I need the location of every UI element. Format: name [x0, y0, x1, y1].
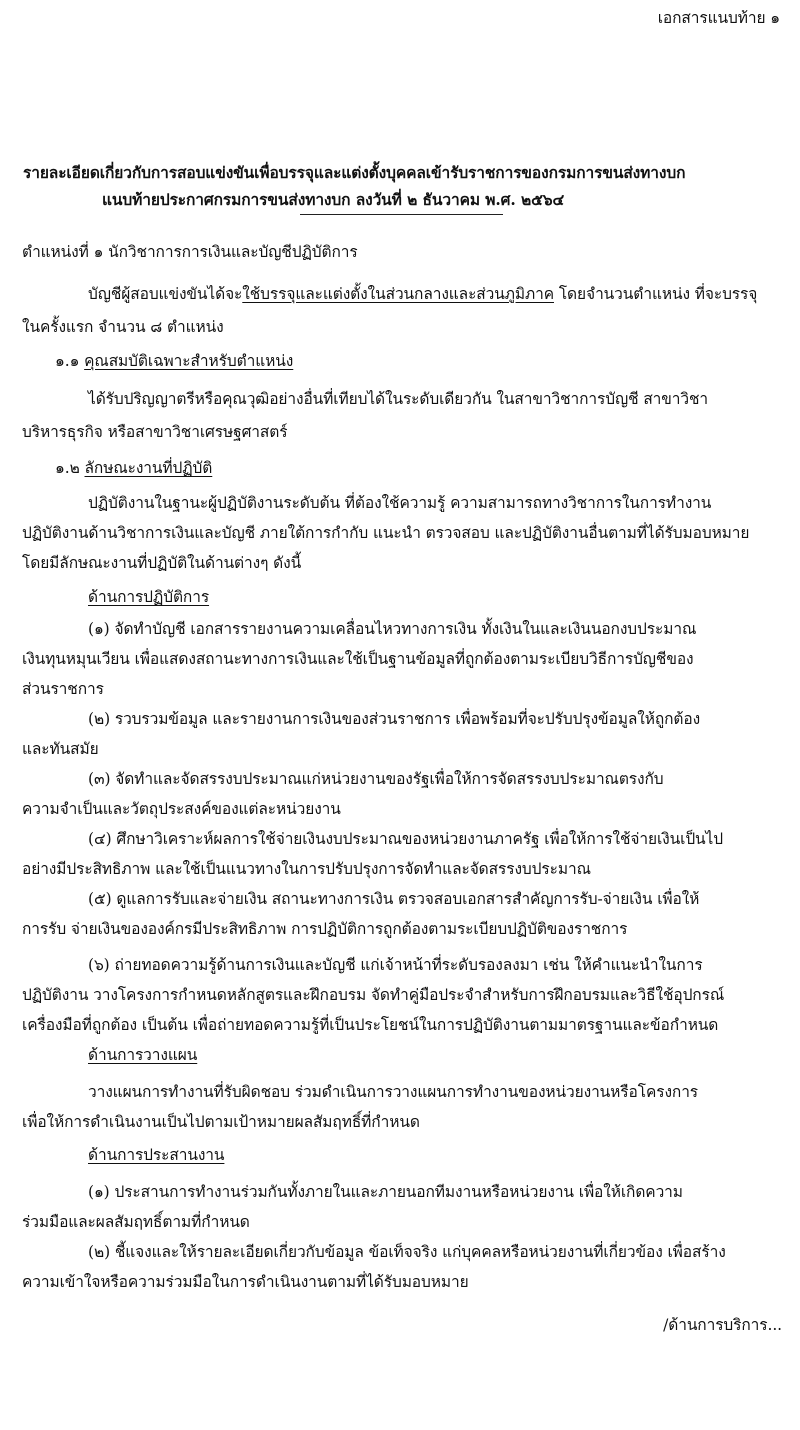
operations-item-4-line-1: (๔) ศึกษาวิเคราะห์ผลการใช้จ่ายเงินงบประมาณของหน่วยงานภาครัฐ เพื่อให้การใช้จ่ายเงินเป็นไป — [88, 830, 723, 848]
operations-item-6-line-2: ปฏิบัติงาน วางโครงการกำหนดหลักสูตรและฝึกอบรม จัดทำคู่มือประจำสำหรับการฝึกอบรมและวิธีใช้อุปกรณ์ — [22, 986, 725, 1004]
coordination-item-2-line-1: (๒) ชี้แจงและให้รายละเอียดเกี่ยวกับข้อมูล ข้อเท็จจริง แก่บุคคลหรือหน่วยงานที่เกี่ยวข้อง เพื่อสร้าง — [88, 1243, 726, 1261]
operations-item-5-line-2: การรับ จ่ายเงินขององค์กรมีประสิทธิภาพ การปฏิบัติการถูกต้องตามระเบียบปฏิบัติของราชการ — [22, 920, 628, 938]
section-1-1-line-1: ได้รับปริญญาตรีหรือคุณวุฒิอย่างอื่นที่เทียบได้ในระดับเดียวกัน ในสาขาวิชาการบัญชี สาขาวิชา — [88, 390, 709, 408]
section-1-2-title: ลักษณะงานที่ปฏิบัติ — [84, 459, 213, 477]
operations-item-1-line-2: เงินทุนหมุนเวียน เพื่อแสดงสถานะทางการเงินและใช้เป็นฐานข้อมูลที่ถูกต้องตามระเบียบวิธีการบัญชีของ — [22, 650, 694, 668]
coordination-item-1-line-2: ร่วมมือและผลสัมฤทธิ์ตามที่กำหนด — [22, 1213, 250, 1231]
section-1-2-line-1: ปฏิบัติงานในฐานะผู้ปฏิบัติงานระดับต้น ที่ต้องใช้ความรู้ ความสามารถทางวิชาการในการทำงาน — [88, 494, 712, 512]
position-heading: ตำแหน่งที่ ๑ นักวิชาการการเงินและบัญชีปฏิบัติการ — [22, 243, 358, 261]
operations-item-1-line-1: (๑) จัดทำบัญชี เอกสารรายงานความเคลื่อนไหวทางการเงิน ทั้งเงินในและเงินนอกงบประมาณ — [88, 620, 697, 638]
section-1-2-line-3: โดยมีลักษณะงานที่ปฏิบัติในด้านต่างๆ ดังนี้ — [22, 554, 302, 572]
section-1-1-heading — [55, 350, 293, 372]
operations-item-1-line-3: ส่วนราชการ — [22, 680, 104, 698]
operations-item-4-line-2: อย่างมีประสิทธิภาพ และใช้เป็นแนวทางในการปรับปรุงการจัดทำและจัดสรรงบประมาณ — [22, 860, 591, 878]
operations-item-3-line-1: (๓) จัดทำและจัดสรรงบประมาณแก่หน่วยงานของรัฐเพื่อให้การจัดสรรงบประมาณตรงกับ — [88, 770, 664, 788]
intro-underlined-text: ใช้บรรจุและแต่งตั้งในส่วนกลางและส่วนภูมิภาค — [242, 285, 554, 303]
planning-heading: ด้านการวางแผน — [88, 1046, 198, 1064]
document-title-line-1: รายละเอียดเกี่ยวกับการสอบแข่งขันเพื่อบรรจุและแต่งตั้งบุคคลเข้ารับราชการของกรมการขนส่งทางบก — [23, 163, 686, 182]
intro-line-2: ในครั้งแรก จำนวน ๘ ตำแหน่ง — [22, 318, 224, 336]
coordination-item-1-line-1: (๑) ประสานการทำงานร่วมกันทั้งภายในและภายนอกทีมงานหรือหน่วยงาน เพื่อให้เกิดความ — [88, 1183, 683, 1201]
coordination-heading: ด้านการประสานงาน — [88, 1146, 225, 1164]
operations-item-6-line-3: เครื่องมือที่ถูกต้อง เป็นต้น เพื่อถ่ายทอดความรู้ที่เป็นประโยชน์ในการปฏิบัติงานตามมาตรฐานและข้อกำหนด — [22, 1016, 719, 1034]
planning-line-1: วางแผนการทำงานที่รับผิดชอบ ร่วมดำเนินการวางแผนการทำงานของหน่วยงานหรือโครงการ — [88, 1083, 699, 1101]
intro-line-1 — [88, 283, 757, 305]
operations-item-2-line-1: (๒) รวบรวมข้อมูล และรายงานการเงินของส่วนราชการ เพื่อพร้อมที่จะปรับปรุงข้อมูลให้ถูกต้อง — [88, 710, 701, 728]
continuation-marker: /ด้านการบริการ... — [663, 1316, 782, 1334]
section-1-2-number: ๑.๒ — [55, 459, 85, 477]
document-title-line-2: แนบท้ายประกาศกรมการขนส่งทางบก ลงวันที่ ๒ ธันวาคม พ.ศ. ๒๕๖๔ — [102, 190, 565, 209]
planning-line-2: เพื่อให้การดำเนินงานเป็นไปตามเป้าหมายผลสัมฤทธิ์ที่กำหนด — [22, 1113, 420, 1131]
operations-item-2-line-2: และทันสมัย — [22, 740, 99, 758]
intro-text-end: โดยจำนวนตำแหน่ง ที่จะบรรจุ — [554, 285, 758, 303]
coordination-item-2-line-2: ความเข้าใจหรือความร่วมมือในการดำเนินงานตามที่ได้รับมอบหมาย — [22, 1273, 469, 1291]
section-1-1-number: ๑.๑ — [55, 352, 85, 370]
attachment-label: เอกสารแนบท้าย ๑ — [657, 9, 780, 27]
operations-item-3-line-2: ความจำเป็นและวัตถุประสงค์ของแต่ละหน่วยงาน — [22, 800, 341, 818]
intro-text-start: บัญชีผู้สอบแข่งขันได้จะ — [88, 285, 243, 303]
operations-item-5-line-1: (๕) ดูแลการรับและจ่ายเงิน สถานะทางการเงิน ตรวจสอบเอกสารสำคัญการรับ-จ่ายเงิน เพื่อให้ — [88, 890, 700, 908]
operations-heading: ด้านการปฏิบัติการ — [88, 588, 210, 606]
title-divider — [300, 214, 503, 215]
section-1-2-line-2: ปฏิบัติงานด้านวิชาการเงินและบัญชี ภายใต้การกำกับ แนะนำ ตรวจสอบ และปฏิบัติงานอื่นตามที่ได้รับมอบหมาย — [22, 524, 750, 542]
operations-item-6-line-1: (๖) ถ่ายทอดความรู้ด้านการเงินและบัญชี แก่เจ้าหน้าที่ระดับรองลงมา เช่น ให้คำแนะนำในการ — [88, 956, 703, 974]
section-1-2-heading — [55, 457, 212, 479]
section-1-1-title: คุณสมบัติเฉพาะสำหรับตำแหน่ง — [84, 352, 294, 370]
section-1-1-line-2: บริหารธุรกิจ หรือสาขาวิชาเศรษฐศาสตร์ — [22, 423, 288, 441]
